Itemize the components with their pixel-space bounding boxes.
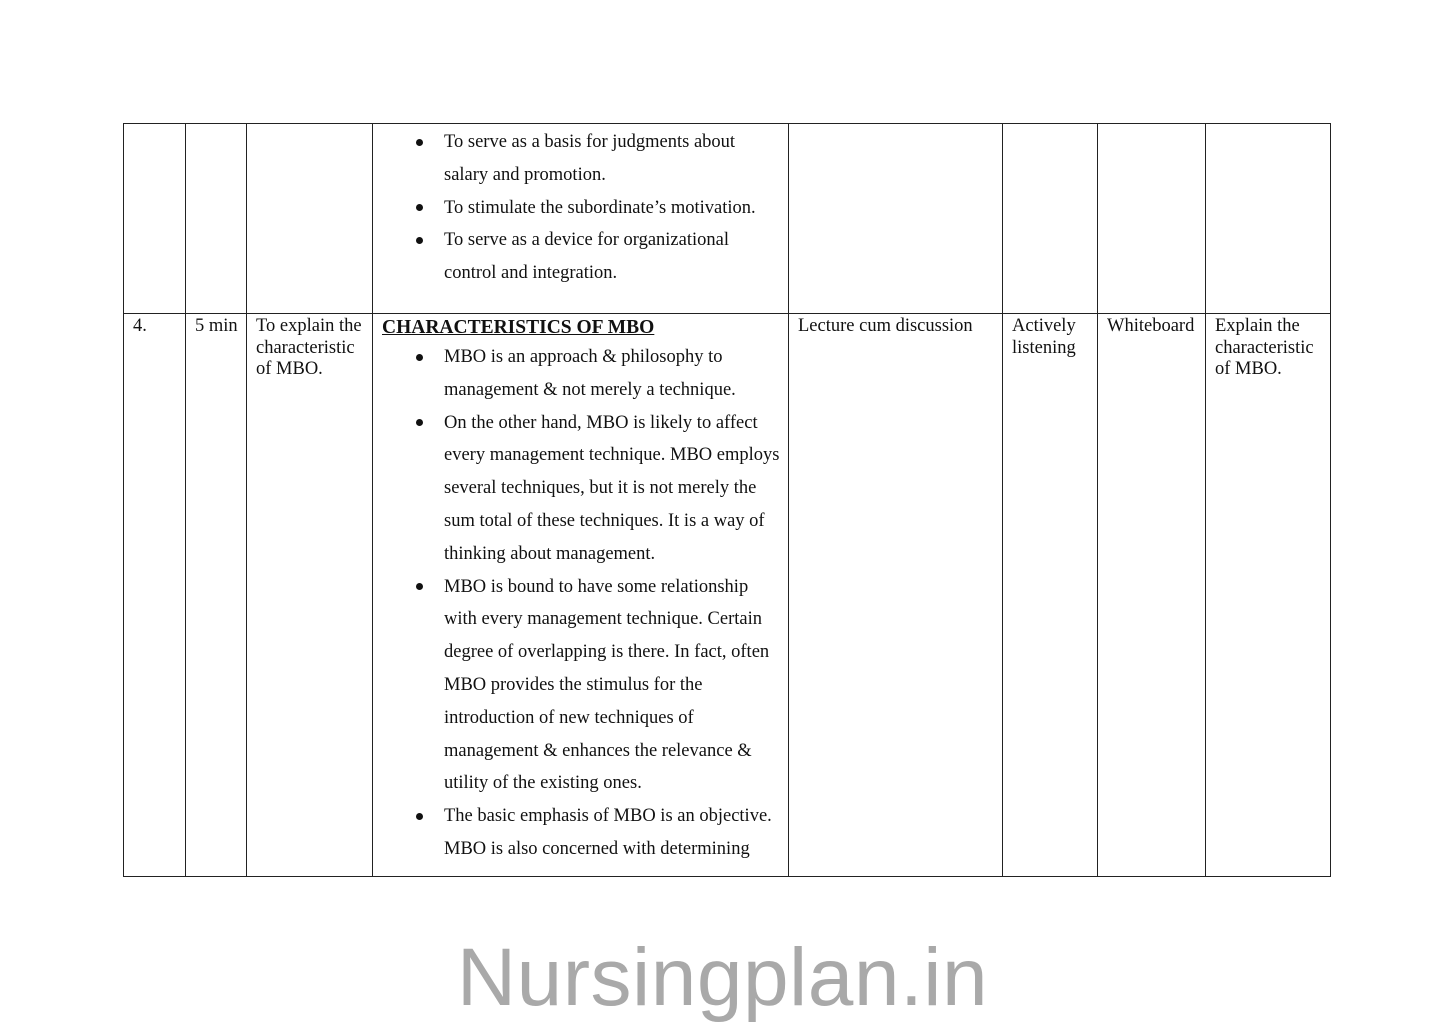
objective-cell xyxy=(247,124,373,314)
sno-cell xyxy=(124,124,186,314)
content-cell xyxy=(373,124,789,314)
sno-cell: 4. xyxy=(124,314,186,877)
table-row xyxy=(124,314,1331,877)
content-cell xyxy=(373,314,789,877)
watermark: Nursingplan.in xyxy=(456,932,989,1023)
bullet-text: MBO is an approach & philosophy to management & not merely a technique. xyxy=(444,347,736,400)
time-cell xyxy=(186,124,247,314)
list-item xyxy=(382,407,782,571)
list-item xyxy=(382,341,782,407)
learner-activity-cell: Actively listening xyxy=(1003,314,1098,877)
list-item xyxy=(382,571,782,801)
bullet-icon xyxy=(416,419,423,426)
method-cell: Lecture cum discussion xyxy=(789,314,1003,877)
bullet-text: To serve as a device for organizational control and integration. xyxy=(444,230,729,284)
bullet-text: The basic emphasis of MBO is an objective. MBO is also concerned with determining xyxy=(444,806,772,859)
lesson-plan-table xyxy=(123,123,1331,877)
bullet-icon xyxy=(416,139,423,146)
evaluation-cell xyxy=(1206,124,1331,314)
time-cell: 5 min xyxy=(186,314,247,877)
table-row xyxy=(124,124,1331,314)
learner-activity-cell xyxy=(1003,124,1098,314)
av-aid-cell: Whiteboard xyxy=(1098,314,1206,877)
bullet-icon xyxy=(416,583,423,590)
content-heading: CHARACTERISTICS OF MBO xyxy=(382,317,655,338)
list-item xyxy=(382,126,782,192)
content-bullet-list xyxy=(382,126,782,290)
bullet-icon xyxy=(416,813,423,820)
bullet-icon xyxy=(416,237,423,244)
method-cell xyxy=(789,124,1003,314)
list-item xyxy=(382,224,782,290)
evaluation-cell: Explain the characteristic of MBO. xyxy=(1206,314,1331,877)
content-bullet-list xyxy=(382,341,782,866)
bullet-icon xyxy=(416,354,423,361)
av-aid-cell xyxy=(1098,124,1206,314)
bullet-icon xyxy=(416,204,423,211)
bullet-text: On the other hand, MBO is likely to affect every management technique. MBO employs several techniques, but it is not merely the sum total of these techniques. It is a way of thinking about management. xyxy=(444,412,780,564)
list-item xyxy=(382,192,782,225)
bullet-text: MBO is bound to have some relationship with every management technique. Certain degree of overlapping is there. In fact, often MBO provides the stimulus for the introduction of new techniques of management & enhances the relevance & utility of the existing ones. xyxy=(444,576,770,794)
bullet-text: To stimulate the subordinate’s motivation. xyxy=(444,197,756,218)
bullet-text: To serve as a basis for judgments about salary and promotion. xyxy=(444,132,736,185)
objective-cell: To explain the characteristic of MBO. xyxy=(247,314,373,877)
list-item xyxy=(382,800,782,866)
